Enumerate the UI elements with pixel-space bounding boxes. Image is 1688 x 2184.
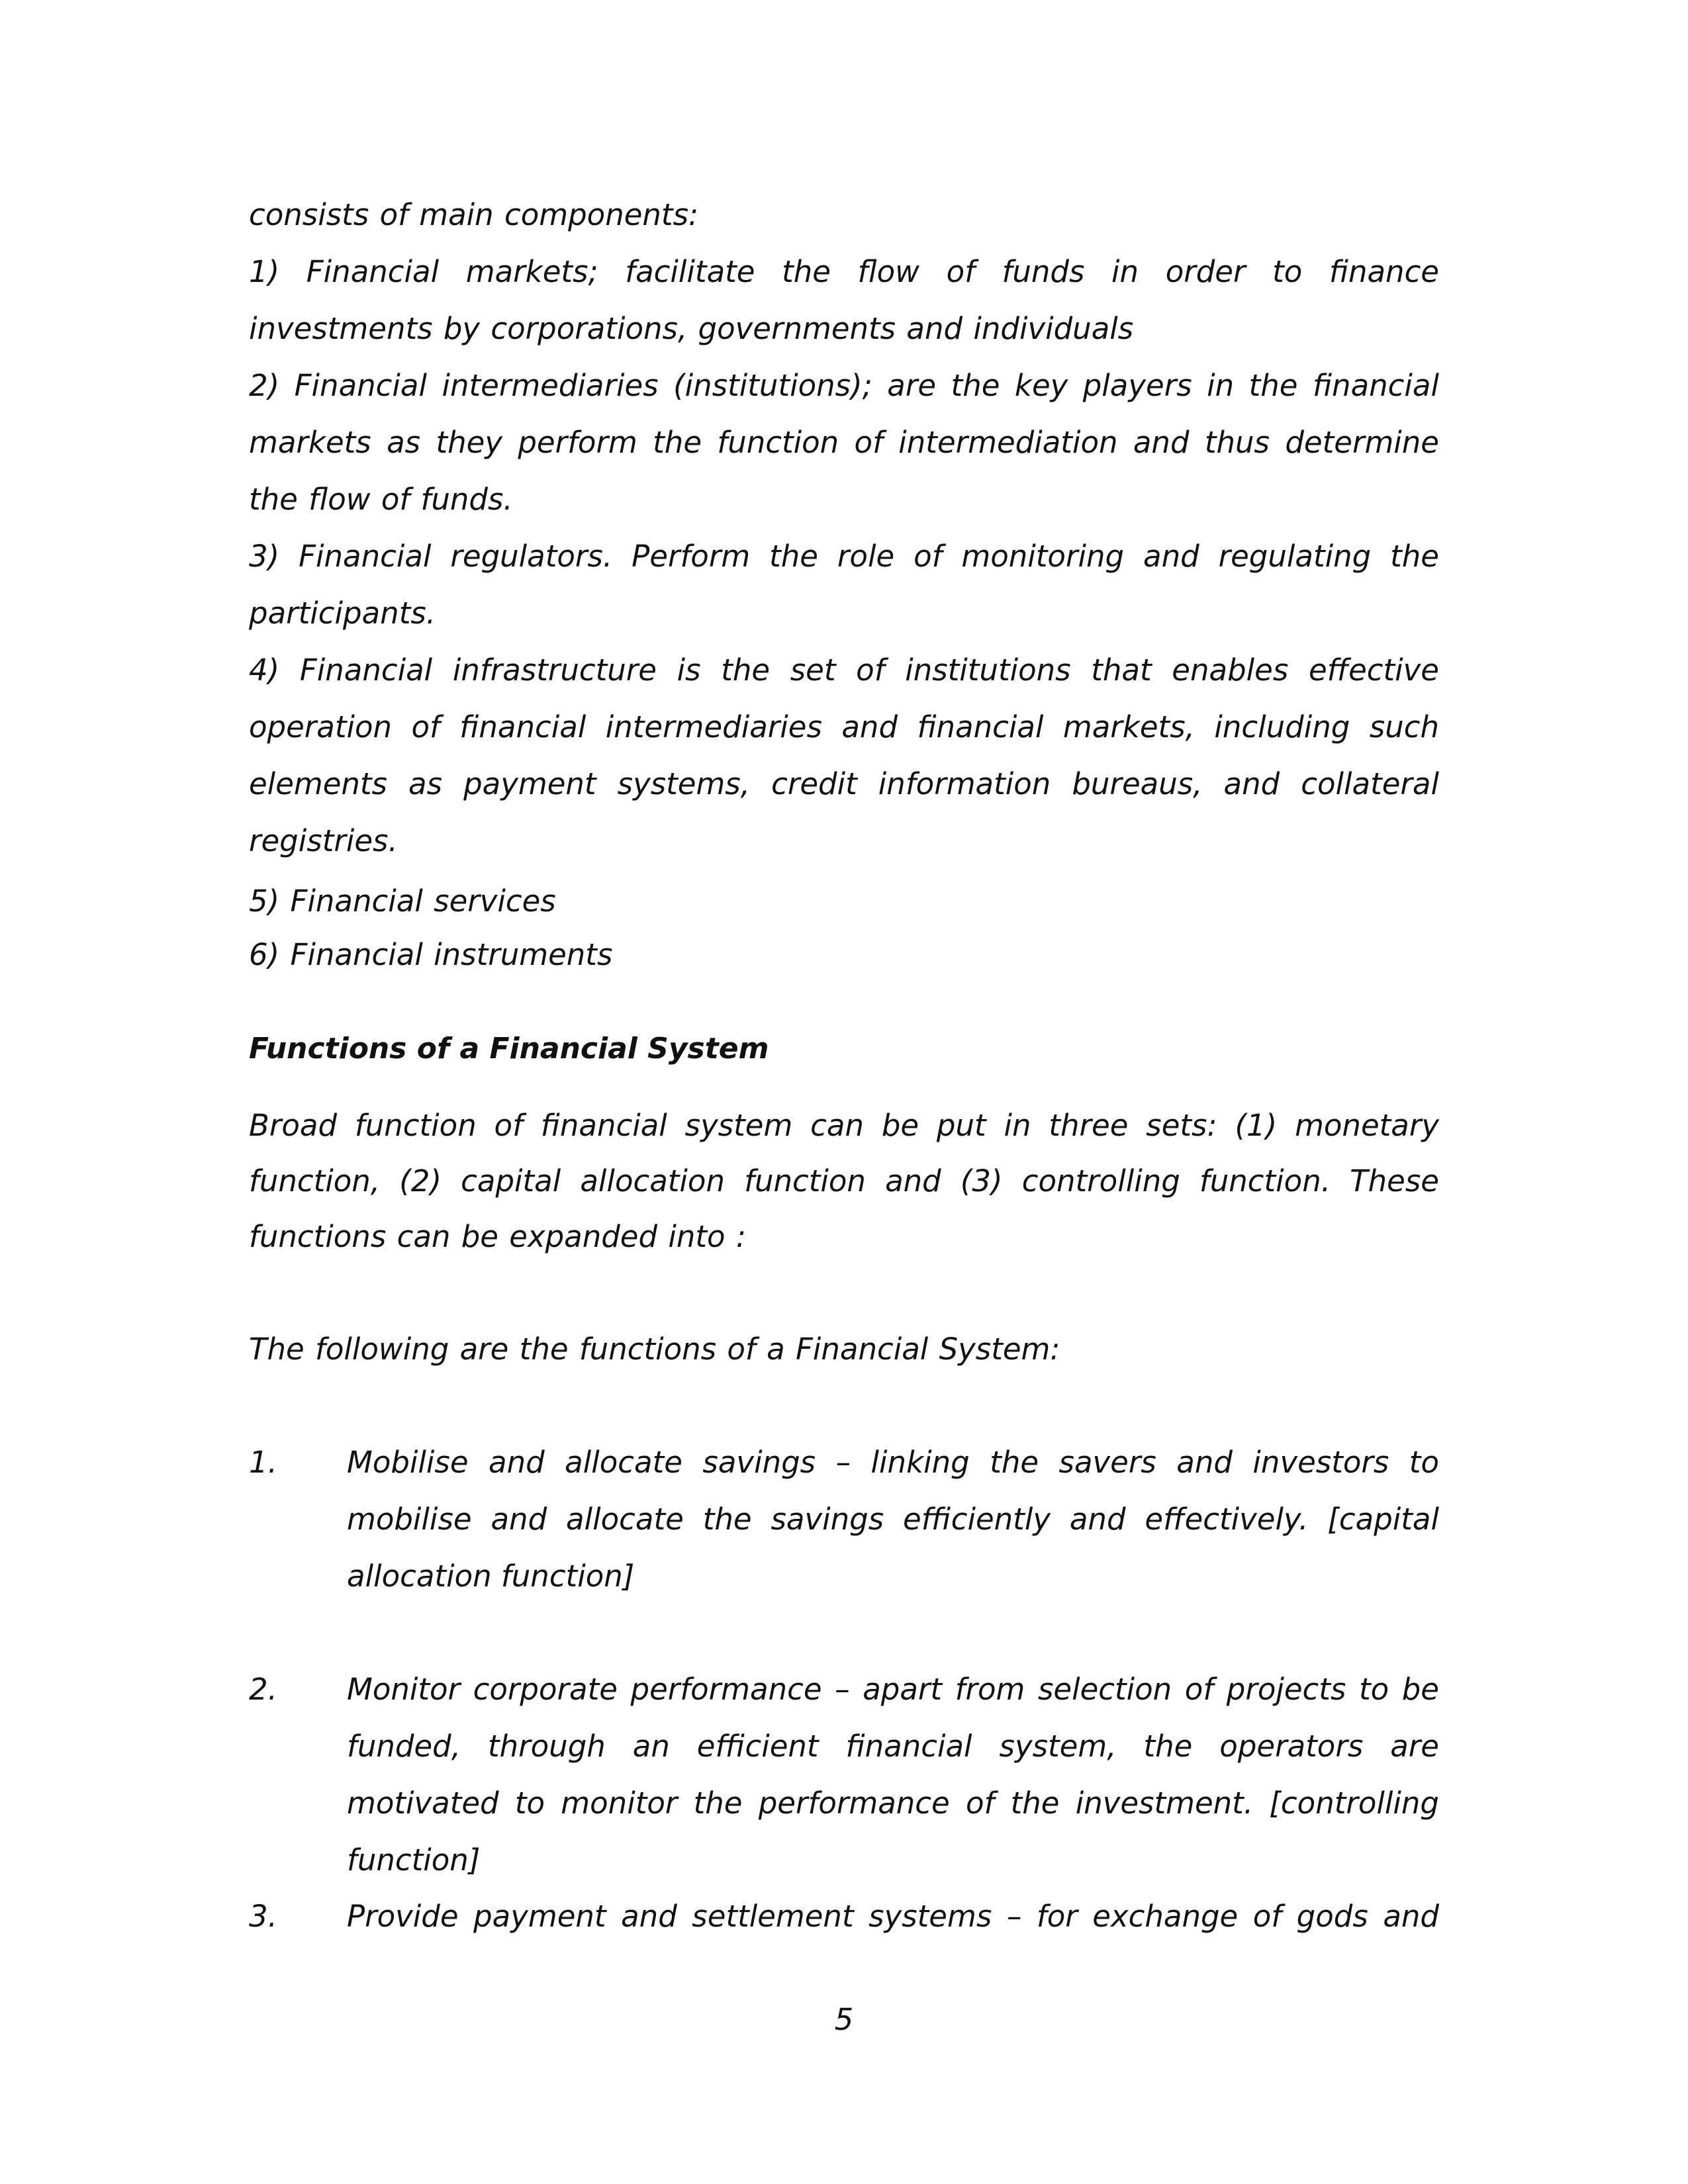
function-text: Provide payment and settlement systems – for exchange of gods and (347, 1899, 1439, 1934)
section-heading: Functions of a Financial System (249, 1032, 769, 1066)
page-number: 5 (834, 2002, 854, 2037)
function-text: Monitor corporate performance – apart from selection of projects to be funded, through an efficient financial system, the operators are motivated to monitor the performance of the investment. [controlling function] (347, 1672, 1439, 1878)
function-number: 2. (249, 1672, 277, 1707)
broad-function-paragraph: Broad function of financial system can be put in three sets: (1) monetary function, (2) capital allocation function and (3) controlling function. These functions can be expanded into : (249, 1108, 1439, 1254)
function-number: 3. (249, 1899, 277, 1934)
component-item-2: 2) Financial intermediaries (institutions); are the key players in the financial markets as they perform the function of intermediation and thus determine the flow of funds. (249, 368, 1439, 517)
component-item-4: 4) Financial infrastructure is the set of institutions that enables effective operation of financial intermediaries and financial markets, including such elements as payment systems, credit information bureaus, and collateral registries. (249, 653, 1439, 858)
intro-line: consists of main components: (249, 197, 699, 232)
component-item-3: 3) Financial regulators. Perform the role of monitoring and regulating the participants. (249, 539, 1439, 631)
component-item-1: 1) Financial markets; facilitate the flow of funds in order to finance investments by corporations, governments and individuals (249, 254, 1439, 346)
function-text: Mobilise and allocate savings – linking the savers and investors to mobilise and allocate the savings efficiently and effectively. [capital allocation function] (347, 1445, 1439, 1594)
following-line: The following are the functions of a Financial System: (249, 1332, 1060, 1367)
component-item-6: 6) Financial instruments (249, 937, 613, 972)
component-item-5: 5) Financial services (249, 884, 556, 919)
function-number: 1. (249, 1445, 277, 1480)
